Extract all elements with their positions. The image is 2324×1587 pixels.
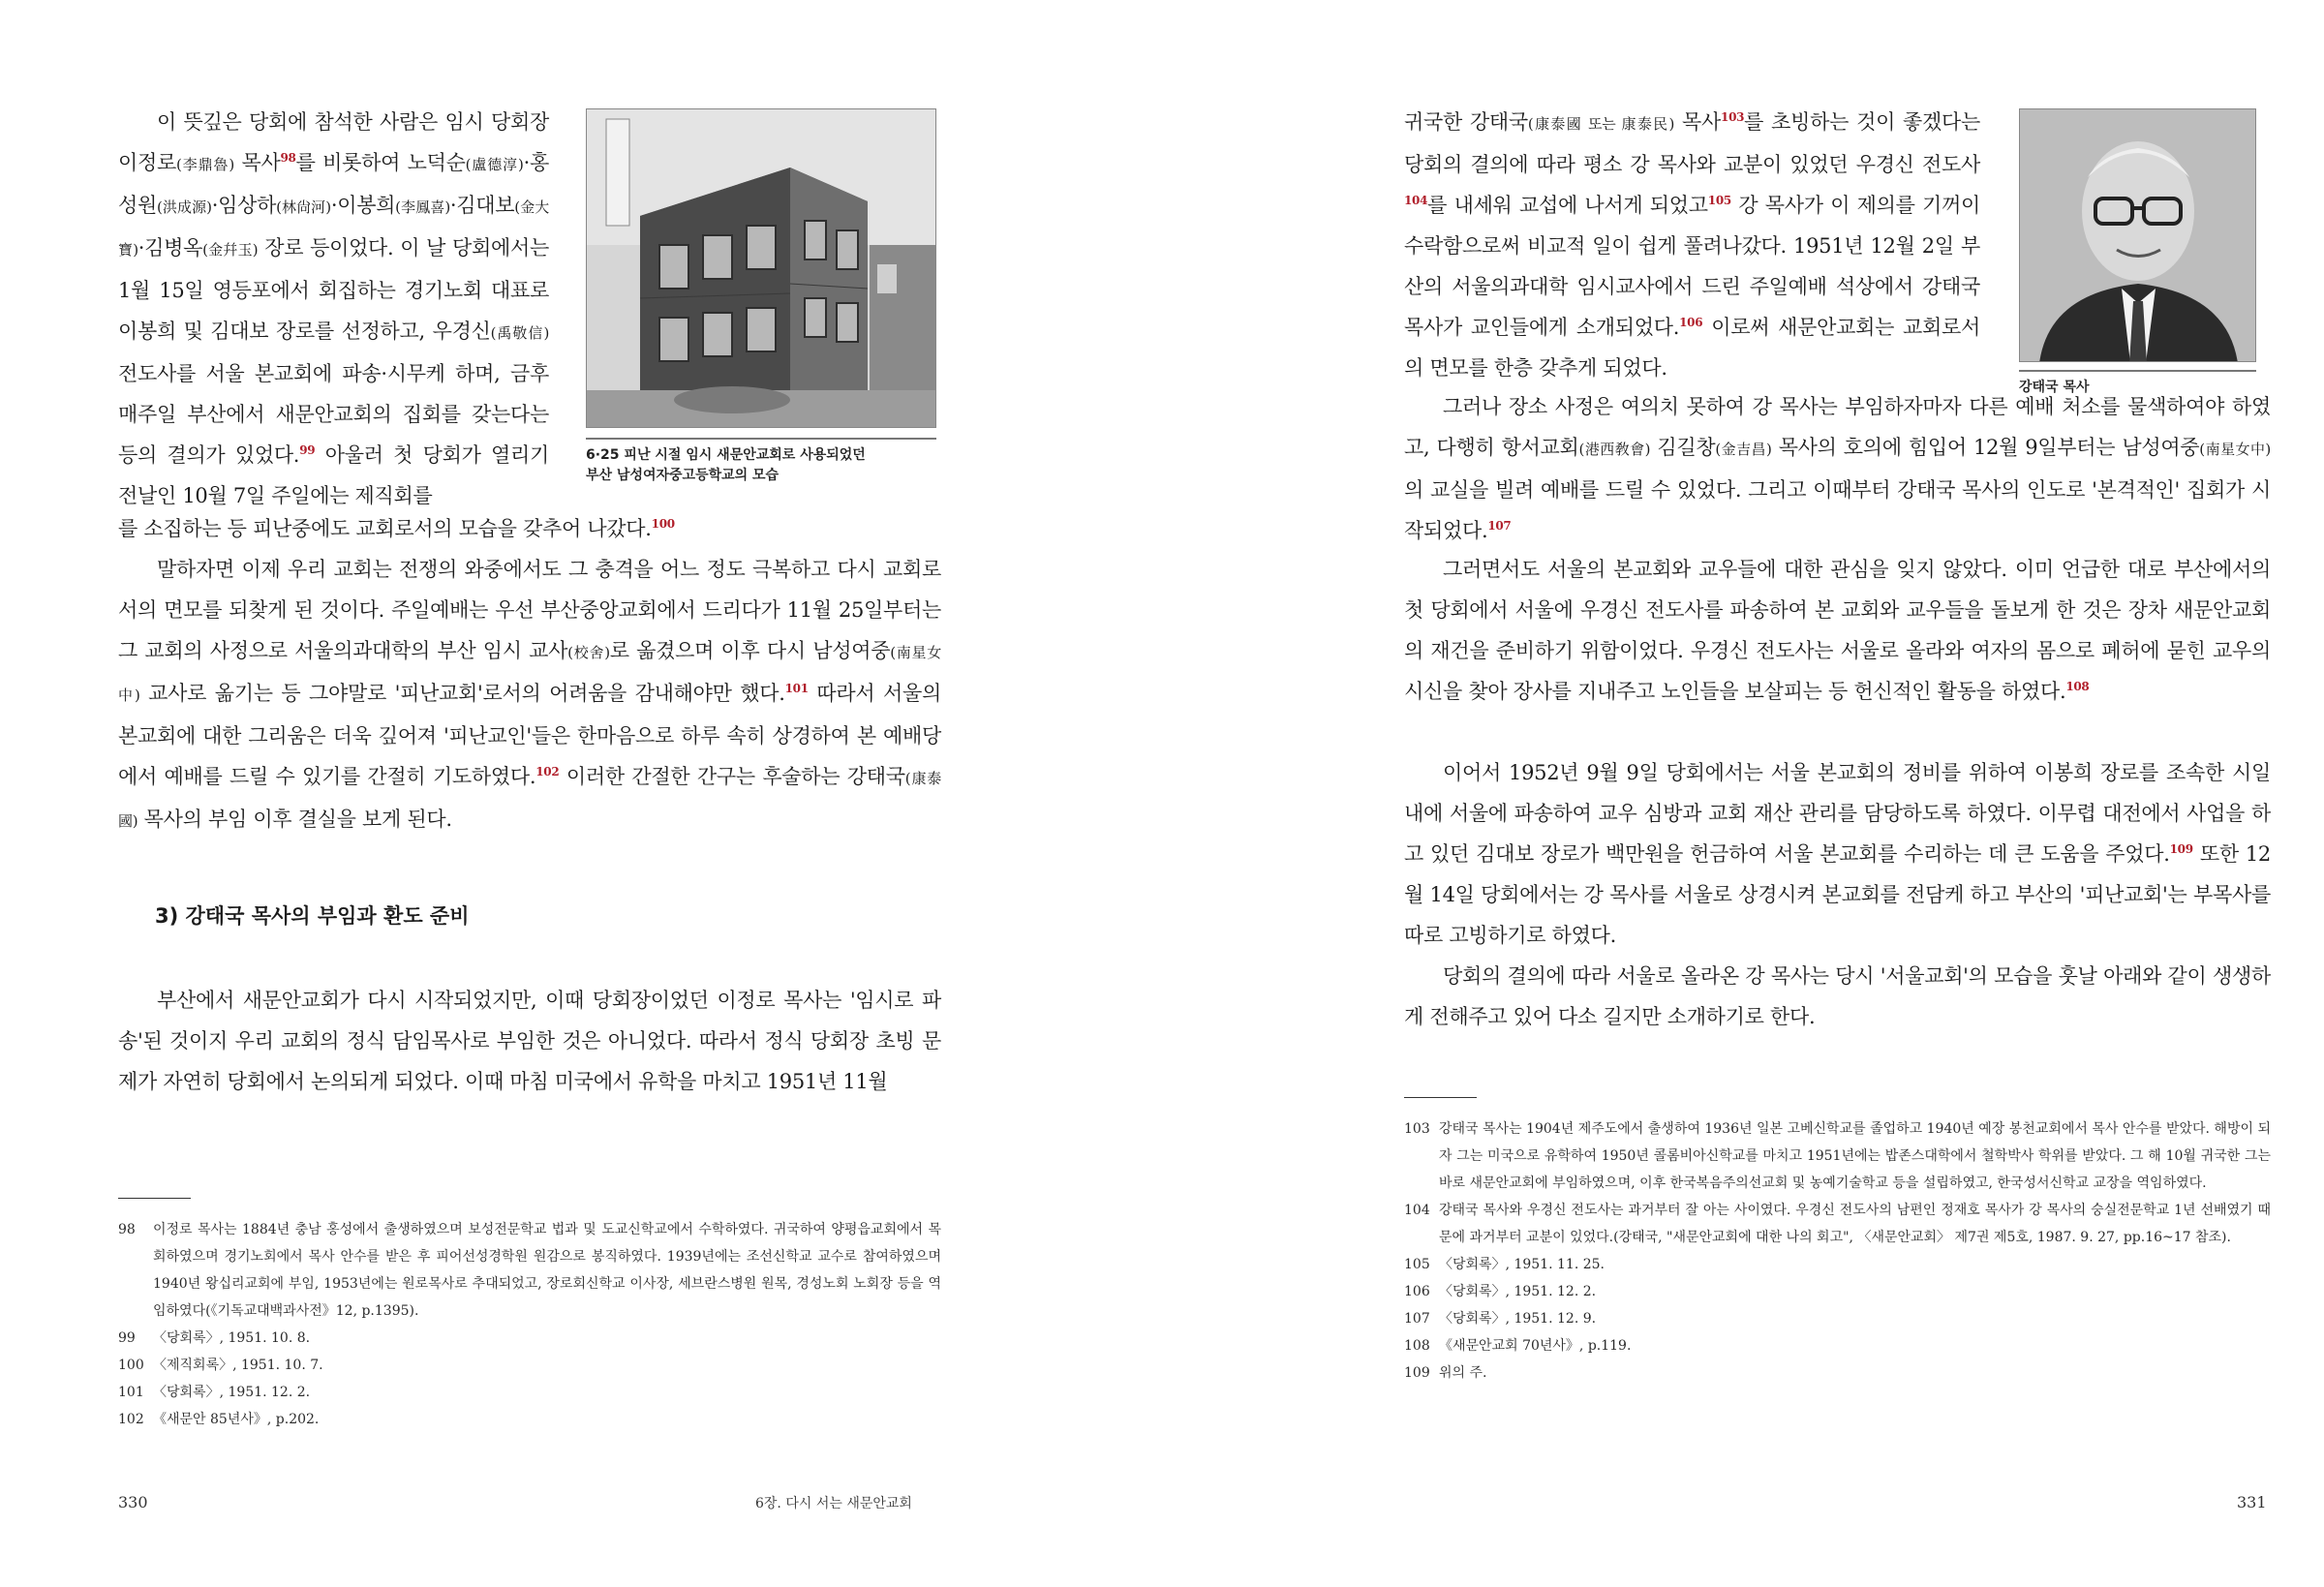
footnote-101 bbox=[118, 1379, 941, 1406]
footnote-109 bbox=[1404, 1359, 2271, 1387]
footnote-text: 《새문안 85년사》, p.202. bbox=[153, 1412, 320, 1427]
footnote-number: 104 bbox=[1404, 1203, 1430, 1218]
footnote-text: 〈당회록〉, 1951. 10. 8. bbox=[153, 1330, 311, 1346]
footnote-text: 강태국 목사와 우경신 전도사는 과거부터 잘 아는 사이였다. 우경신 전도사의 남편인 정재호 목사가 강 목사의 숭실전문학교 1년 선배였기 때문에 과거부터 교분이 있었다.(강태국, "새문안교회에 대한 나의 회고", 〈새문안교회〉 제7권 제5호, 1987. 9. 27, pp.16~17 참조). bbox=[1439, 1203, 2271, 1245]
footnote-number: 103 bbox=[1404, 1121, 1430, 1137]
right-paragraph-5: 당회의 결의에 따라 서울로 올라온 강 목사는 당시 '서울교회'의 모습을 훗날 아래와 같이 생생하게 전해주고 있어 다소 길지만 소개하기로 한다. bbox=[1404, 964, 2271, 1028]
photo-caption bbox=[586, 445, 944, 486]
footnote-number: 98 bbox=[118, 1222, 136, 1237]
footnote-text: 위의 주. bbox=[1439, 1365, 1487, 1381]
section-heading: 3) 강태국 목사의 부임과 환도 준비 bbox=[155, 904, 470, 928]
portrait-photo-illustration bbox=[2020, 109, 2256, 362]
footnote-number: 106 bbox=[1404, 1284, 1430, 1299]
footnote-102 bbox=[118, 1406, 941, 1433]
portrait-photo bbox=[2019, 108, 2256, 362]
left-paragraph-2: 말하자면 이제 우리 교회는 전쟁의 와중에서도 그 충격을 어느 정도 극복하고 다시 교회로서의 면모를 되찾게 된 것이다. 주일예배는 우선 부산중앙교회에서 드리다가 11월 25일부터는 그 교회의 사정으로 서울의과대학의 부산 임시 교사(校舍)로 옮겼으며 이후 다시 남성여중(南星女中) 교사로 옮기는 등 그야말로 '피난교회'로서의 어려움을 감내해야만 했다.$^{101}$ 따라서 서울의 본교회에 대한 그리움은 더욱 깊어져 '피난교인'들은 한마음으로 하루 속히 상경하여 본 예배당에서 예배를 드릴 수 있기를 간절히 기도하였다.$^{102}$ 이러한 간절한 간구는 후술하는 강태국(康泰國) 목사의 부임 이후 결실을 보게 된다. bbox=[118, 558, 941, 831]
page-number-left: 330 bbox=[118, 1493, 148, 1511]
footnote-text: 〈당회록〉, 1951. 11. 25. bbox=[1439, 1257, 1605, 1272]
footnote-106 bbox=[1404, 1278, 2271, 1305]
right-footnotes bbox=[1404, 1115, 2271, 1387]
footnote-text: 〈제직회록〉, 1951. 10. 7. bbox=[153, 1358, 323, 1373]
footnote-number: 105 bbox=[1404, 1257, 1430, 1272]
footnote-text: 《새문안교회 70년사》, p.119. bbox=[1439, 1338, 1632, 1354]
left-paragraph-3: 부산에서 새문안교회가 다시 시작되었지만, 이때 당회장이었던 이정로 목사는 '임시로 파송'된 것이지 우리 교회의 정식 담임목사로 부임한 것은 아니었다. 따라서 정식 당회장 초빙 문제가 자연히 당회에서 논의되게 되었다. 이때 마침 미국에서 유학을 마치고 1951년 11월 bbox=[118, 989, 941, 1093]
right-paragraph-1: 귀국한 강태국(康泰國 또는 康泰民) 목사$^{103}$를 초빙하는 것이 좋겠다는 당회의 결의에 따라 평소 강 목사와 교분이 있었던 우경신 전도사$^{104}$를 내세워 교섭에 나서게 되었고$^{105}$ 강 목사가 이 제의를 기꺼이 수락함으로써 비교적 일이 쉽게 풀려나갔다. 1951년 12월 2일 부산의 서울의과대학 임시교사에서 드린 주일예배 석상에서 강태국 목사가 교인들에게 소개되었다.$^{106}$ 이로써 새문안교회는 교회로서의 면모를 한층 갖추게 되었다. bbox=[1404, 110, 1980, 380]
footnote-107 bbox=[1404, 1305, 2271, 1332]
footnote-104 bbox=[1404, 1197, 2271, 1251]
footnote-text: 〈당회록〉, 1951. 12. 9. bbox=[1439, 1311, 1597, 1327]
running-head: 6장. 다시 서는 새문안교회 bbox=[755, 1496, 912, 1511]
left-footnote-rule bbox=[118, 1198, 191, 1199]
footnote-103 bbox=[1404, 1115, 2271, 1197]
footnote-text: 〈당회록〉, 1951. 12. 2. bbox=[1439, 1284, 1597, 1299]
footnote-number: 99 bbox=[118, 1330, 136, 1346]
left-paragraph-1: 이 뜻깊은 당회에 참석한 사람은 임시 당회장 이정로(李鼎魯) 목사$^{98}$를 비롯하여 노덕순(盧德淳)·홍성원(洪成源)·임상하(林尙河)·이봉희(李鳳喜)·김대보(金大寶)·김병옥(金幷玉) 장로 등이었다. 이 날 당회에서는 1월 15일 영등포에서 회집하는 경기노회 대표로 이봉희 및 김대보 장로를 선정하고, 우경신(禹敬信) 전도사를 서울 본교회에 파송·시무케 하며, 금후 매주일 부산에서 새문안교회의 집회를 갖는다는 등의 결의가 있었다.$^{99}$ 아울러 첫 당회가 열리기 전날인 10월 7일 주일에는 제직회를 bbox=[118, 110, 549, 507]
footnote-text: 이정로 목사는 1884년 충남 홍성에서 출생하였으며 보성전문학교 법과 및 도교신학교에서 수학하였다. 귀국하여 양평읍교회에서 목회하였으며 경기노회에서 목사 안수를 받은 후 피어선성경학원 원감으로 봉직하였다. 1939년에는 조선신학교 교수로 참여하였으며 1940년 왕십리교회에 부임, 1953년에는 원로목사로 추대되었고, 장로회신학교 이사장, 세브란스병원 원목, 경성노회 노회장 등을 역임하였다(《기독교대백과사전》12, p.1395). bbox=[153, 1222, 941, 1319]
right-page bbox=[1162, 0, 2324, 1587]
footnote-105 bbox=[1404, 1251, 2271, 1278]
footnote-number: 108 bbox=[1404, 1338, 1430, 1354]
building-photo bbox=[586, 108, 936, 428]
page-number-right: 331 bbox=[2237, 1493, 2267, 1511]
footnote-number: 100 bbox=[118, 1358, 144, 1373]
portrait-caption: 강태국 목사 bbox=[2019, 380, 2090, 395]
photo-caption-rule bbox=[586, 438, 936, 440]
left-footnotes bbox=[118, 1216, 941, 1433]
footnote-number: 101 bbox=[118, 1385, 144, 1400]
footnote-100 bbox=[118, 1352, 941, 1379]
right-paragraph-3: 그러면서도 서울의 본교회와 교우들에 대한 관심을 잊지 않았다. 이미 언급한 대로 부산에서의 첫 당회에서 서울에 우경신 전도사를 파송하여 본 교회와 교우들을 돌보게 한 것은 장차 새문안교회의 재건을 준비하기 위함이었다. 우경신 전도사는 서울로 올라와 여자의 몸으로 폐허에 묻힌 교우의 시신을 찾아 장사를 지내주고 노인들을 보살피는 등 헌신적인 활동을 하였다.$^{108}$ bbox=[1404, 558, 2271, 703]
portrait-caption-rule bbox=[2019, 370, 2256, 372]
footnote-98 bbox=[118, 1216, 941, 1325]
footnote-number: 102 bbox=[118, 1412, 144, 1427]
right-footnote-rule bbox=[1404, 1097, 1477, 1098]
footnote-text: 강태국 목사는 1904년 제주도에서 출생하여 1936년 일본 고베신학교를 졸업하고 1940년 예장 봉천교회에서 목사 안수를 받았다. 해방이 되자 그는 미국으로 유학하여 1950년 콜롬비아신학교를 마치고 1951년에는 밥존스대학에서 철학박사 학위를 받았다. 그 해 10월 귀국한 그는 바로 새문안교회에 부임하였으며, 이후 한국복음주의선교회 및 농예기술학교 등을 설립하였고, 한국성서신학교 교장을 역임하였다. bbox=[1439, 1121, 2271, 1191]
building-photo-illustration bbox=[587, 109, 936, 428]
right-paragraph-4: 이어서 1952년 9월 9일 당회에서는 서울 본교회의 정비를 위하여 이봉희 장로를 조속한 시일 내에 서울에 파송하여 교우 심방과 교회 재산 관리를 담당하도록 하였다. 이무렵 대전에서 사업을 하고 있던 김대보 장로가 백만원을 헌금하여 서울 본교회를 수리하는 데 큰 도움을 주었다.$^{109}$ 또한 12월 14일 당회에서는 강 목사를 서울로 상경시켜 본교회를 전담케 하고 부산의 '피난교회'는 부목사를 따로 고빙하기로 하였다. bbox=[1404, 761, 2271, 947]
photo-caption-line-1: 6·25 피난 시절 임시 새문안교회로 사용되었던 bbox=[586, 447, 866, 463]
footnote-99 bbox=[118, 1325, 941, 1352]
footnote-108 bbox=[1404, 1332, 2271, 1359]
right-paragraph-2: 그러나 장소 사정은 여의치 못하여 강 목사는 부임하자마자 다른 예배 처소를 물색하여야 하였고, 다행히 항서교회(港西敎會) 김길창(金吉昌) 목사의 호의에 힘입어 12월 9일부터는 남성여중(南星女中)의 교실을 빌려 예배를 드릴 수 있었다. 그리고 이때부터 강태국 목사의 인도로 '본격적인' 집회가 시작되었다.$^{107}$ bbox=[1404, 395, 2271, 542]
photo-caption-line-2: 부산 남성여자중고등학교의 모습 bbox=[586, 468, 780, 483]
left-paragraph-1-continued: 를 소집하는 등 피난중에도 교회로서의 모습을 갖추어 나갔다.$^{100}$ bbox=[118, 517, 675, 540]
footnote-number: 109 bbox=[1404, 1365, 1430, 1381]
footnote-number: 107 bbox=[1404, 1311, 1430, 1327]
footnote-text: 〈당회록〉, 1951. 12. 2. bbox=[153, 1385, 311, 1400]
